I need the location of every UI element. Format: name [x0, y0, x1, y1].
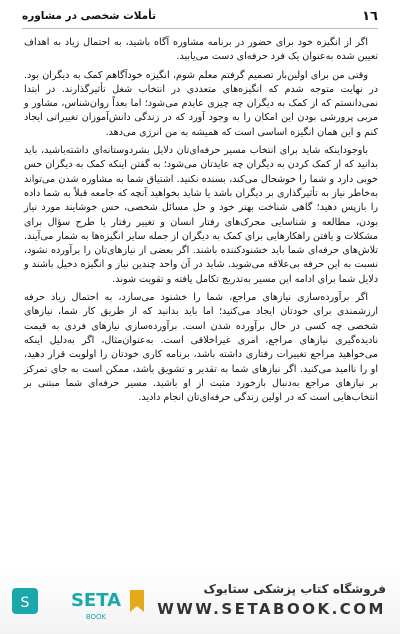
store-info — [157, 582, 386, 618]
watermark-footer — [0, 568, 400, 634]
running-title: تأملات شخصی در مشاوره — [22, 10, 157, 22]
body-text — [24, 36, 378, 409]
svg-text:SETA: SETA — [70, 590, 122, 611]
page-header — [22, 4, 378, 29]
svg-text:S: S — [20, 595, 30, 611]
page-number: ١٦ — [362, 8, 378, 24]
svg-text:BOOK: BOOK — [85, 613, 107, 621]
setabook-logo — [10, 582, 150, 624]
store-name: فروشگاه کتاب پزشکی ستابوک — [203, 582, 386, 596]
paragraph: اگر از انگیزه خود برای حضور در برنامه مشاوره آگاه باشید، به احتمال زیاد به اهداف تعیین شده به‌عنوان یک فرد حرفه‌ای دست می‌یابید. — [24, 37, 378, 63]
store-url[interactable]: WWW.SETABOOK.COM — [157, 600, 386, 618]
paragraph: اگر برآورده‌سازی نیازهای مراجع، شما را خشنود می‌سازد، به احتمال زیاد حرفه ارزشمندی برای خودتان ایجاد می‌کنید؛ اما باید بدانید که از طریق کار شما، نیازهای شخصی چه کسی در حال برآورده شدن است. برآورده‌سازی نیازهای فردی به قیمت نادیده‌گیری نیازهای مراجع، امری غیراخلاقی است. به‌عنوان‌مثال، اگر به‌دلیل اینکه می‌خواهید مراجع تغییرات رفتاری داشته باشد، برنامه کاری خودتان را اولویت قرار دهید، او را ناامید می‌کنید. اگر نیازهای شما به تقدیر و تشویق باشد، ممکن است به جای تمرکز بر نیازهای مراجع به‌دنبال بازخورد مثبت از او باشید. مسیر حرفه‌ای شما مبتنی بر انتخاب‌هایی است که در اولین زندگی حرفه‌ای‌تان انجام دادید. — [24, 292, 378, 404]
paragraph: وقتی من برای اولین‌بار تصمیم گرفتم معلم شوم، انگیزه خودآگاهم کمک به دیگران بود. در نهایت متوجه شدم که انگیزه‌های متعددی در انتخاب شغل تأثیرگذارند. در ابتدا نمی‌دانستم که از کمک به دیگران چه چیزی عایدم می‌شود؛ اما بعداً روان‌شناس، مشاور و مربی پرورشی بودن این امکان را به وجود آورد که در زندگی دانش‌آموزان تغییراتی ایجاد کنم و این همان انگیزه اساسی است که همیشه به من انرژی می‌دهد. — [24, 69, 378, 138]
paragraph: باوجوداینکه شاید برای انتخاب مسیر حرفه‌ای‌تان دلایل بشردوستانه‌ای داشته‌باشید، باید بدانید که از کمک کردن به دیگران چه عایدتان می‌شود؛ به گفتن اینکه کمک به دیگران حس خوبی دارد و شما را خوشحال می‌کند، بسنده نکنید. اشتیاق شما به مشاوره شدن می‌تواند به‌خاطر نیاز به تأثیرگذاری بر دیگران باشد یا شاید بخواهید آنچه که جامعه قبلاً به شما داده را بازپس دهید؛ گاهی شناخت بهتر خود و حل مسائل شخصی، حس خوشایند مورد نیاز بودن، مطالعه و شناسایی محرک‌های رفتار انسان و تغییر رفتار یا طرح سؤال برای مشکلات و یافتن راهکارهایی برای کمک به دیگران از جمله سایر انگیزه‌ها به شمار می‌آیند. تلاش‌های حرفه‌ای شما باید خشنودکننده باشند. اگر بعضی از نیازهای‌تان را برآورده نشود، نسبت به این حرفه بی‌علاقه می‌شوید. شاید در آن واحد چندین نیاز و انگیزه دخیل باشند و دلایل شما برای ادامه این مسیر به‌تدریج تکامل یافته و تقویت شوند. — [24, 145, 378, 285]
